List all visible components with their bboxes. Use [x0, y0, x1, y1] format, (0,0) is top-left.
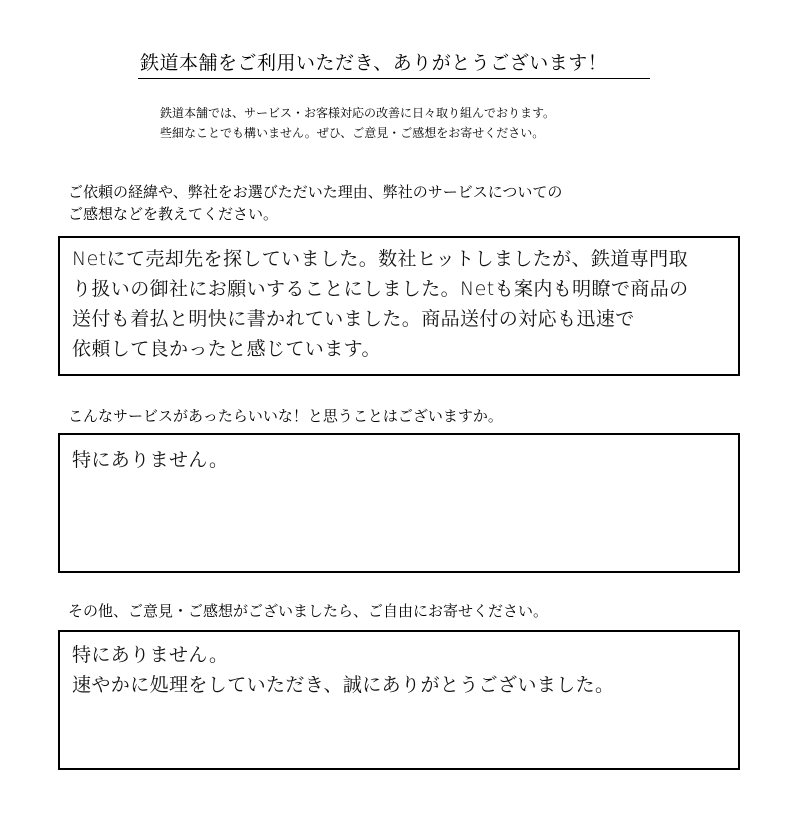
answer-box-3: [58, 630, 740, 770]
answer-1-line-3: 送付も着払と明快に書かれていました。商品送付の対応も迅速で: [72, 308, 635, 330]
answer-box-2: [58, 433, 740, 573]
answer-1-line-4: 依頼して良かったと感じています。: [72, 338, 381, 360]
intro-line-1: 鉄道本舗では、サービス・お客様対応の改善に日々取り組んでおります。: [160, 106, 556, 120]
title-underline: [138, 78, 650, 79]
answer-1-text: [72, 244, 728, 364]
answer-1-line-2: り扱いの御社にお願いすることにしました。Netも案内も明瞭で商品の: [72, 278, 689, 300]
answer-3-line-1: 特にありません。: [72, 644, 229, 666]
question-1: [68, 181, 562, 225]
answer-2-text: [72, 445, 728, 475]
answer-1-line-1: Netにて売却先を探していました。数社ヒットしましたが、鉄道専門取: [72, 248, 688, 270]
answer-3-text: [72, 640, 728, 700]
answer-2-line-1: 特にありません。: [72, 449, 229, 471]
question-2: こんなサービスがあったらいいな！と思うことはございますか。: [68, 407, 503, 425]
answer-box-1: [58, 236, 740, 376]
question-3: その他、ご意見・ご感想がございましたら、ご自由にお寄せください。: [68, 602, 549, 620]
intro-line-2: 些細なことでも構いません。ぜひ、ご意見・ご感想をお寄せください。: [160, 126, 545, 140]
page-title: 鉄道本舗をご利用いただき、ありがとうございます！: [140, 52, 608, 74]
question-1-line-1: ご依頼の経緯や、弊社をお選びただいた理由、弊社のサービスについての: [68, 183, 563, 201]
question-1-line-2: ご感想などを教えてください。: [68, 205, 279, 223]
answer-3-line-2: 速やかに処理をしていただき、誠にありがとうございました。: [72, 674, 615, 696]
